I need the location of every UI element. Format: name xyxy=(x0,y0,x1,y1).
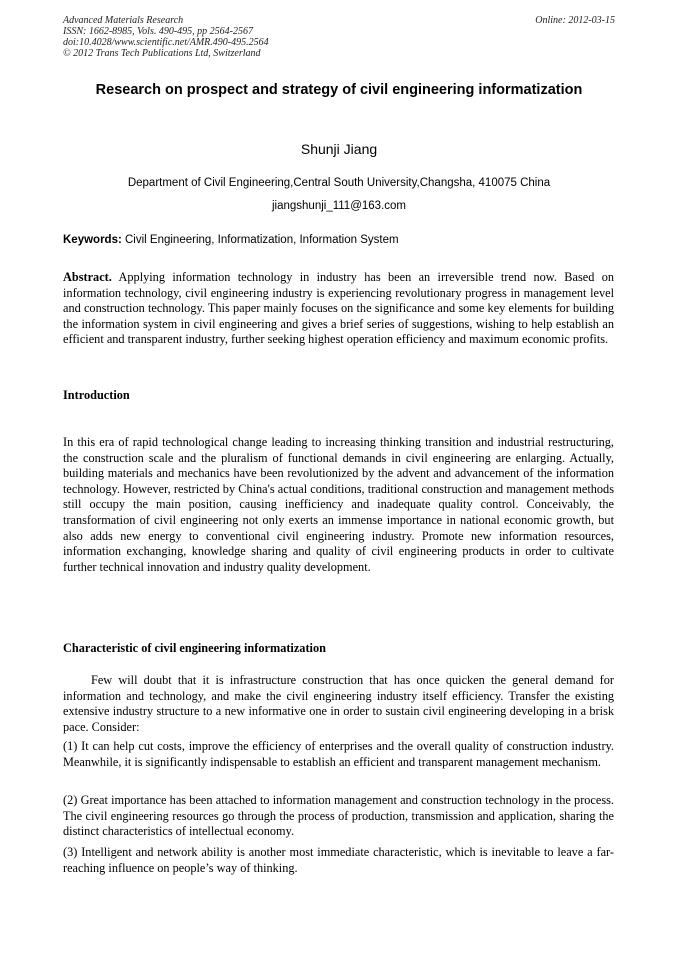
doi-line: doi:10.4028/www.scientific.net/AMR.490-495.2564 xyxy=(63,37,269,48)
journal-name: Advanced Materials Research xyxy=(63,15,184,26)
keywords-text: Civil Engineering, Informatization, Information System xyxy=(121,234,399,246)
author-email: jiangshunji_111@163.com xyxy=(271,200,406,212)
issn-line: ISSN: 1662-8985, Vols. 490-495, pp 2564-2567 xyxy=(63,26,253,37)
author-name: Shunji Jiang xyxy=(300,141,378,157)
journal-header xyxy=(63,15,269,59)
affiliation: Department of Civil Engineering,Central South University,Changsha, 410075 China xyxy=(127,177,551,189)
characteristic-item-3: (3) Intelligent and network ability is another most immediate characteristic, which is inevitable to leave a far-reaching influence on people’s way of thinking. xyxy=(63,845,614,875)
paper-title: Research on prospect and strategy of civil engineering informatization xyxy=(95,82,583,98)
abstract xyxy=(63,270,614,348)
introduction-text: In this era of rapid technological change leading to increasing thinking transition and industrial restructuring, the construction scale and the pluralism of functional demands in civil engineering are enlarging. Actually, building materials and mechanics have been revolutionized by the advent and advancement of the information technology. However, restricted by China's actual conditions, traditional construction and management methods still occupy the main position, causing inefficiency and inadequate quality control. Conceivably, the transformation of civil engineering not only exerts an immense importance in national economic growth, but also adds new energy to conventional civil engineering industry. Promote new information resources, information exchanging, knowledge sharing and quality of civil engineering products in order to cultivate further technical innovation and industry quality development. xyxy=(63,435,614,574)
introduction-heading: Introduction xyxy=(63,388,130,402)
keywords xyxy=(63,234,399,246)
abstract-text: Applying information technology in industry has been an irreversible trend now. Based on information technology, civil engineering industry is experiencing revolutionary progress in management level and construction technology. This paper mainly focuses on the significance and some key elements for building the information system in civil engineering and gives a brief series of suggestions, wishing to help establish an efficient and transparent industry, further seeking highest operation efficiency and maximum economic profits. xyxy=(63,270,614,347)
characteristic-item-2: (2) Great importance has been attached to information management and construction technology in the process. The civil engineering resources go through the process of production, transmission and application, sharing the distinct characteristics of intellectual economy. xyxy=(63,793,614,839)
copyright-line: © 2012 Trans Tech Publications Ltd, Switzerland xyxy=(63,48,261,59)
characteristic-intro: Few will doubt that it is infrastructure construction that has once quicken the general demand for information and technology, and make the civil engineering industry itself efficiency. Transfer the existing extensive industry structure to a new informative one in order to sustain civil engineering developing in a brisk pace. Consider: xyxy=(63,673,614,734)
online-date: Online: 2012-03-15 xyxy=(535,15,615,26)
abstract-label: Abstract. xyxy=(63,270,112,284)
keywords-label: Keywords: xyxy=(63,234,122,246)
characteristic-item-1: (1) It can help cut costs, improve the efficiency of enterprises and the overall quality of construction industry. Meanwhile, it is significantly indispensable to establish an efficient and transparent management mechanism. xyxy=(63,739,614,769)
characteristic-heading: Characteristic of civil engineering informatization xyxy=(63,641,326,655)
